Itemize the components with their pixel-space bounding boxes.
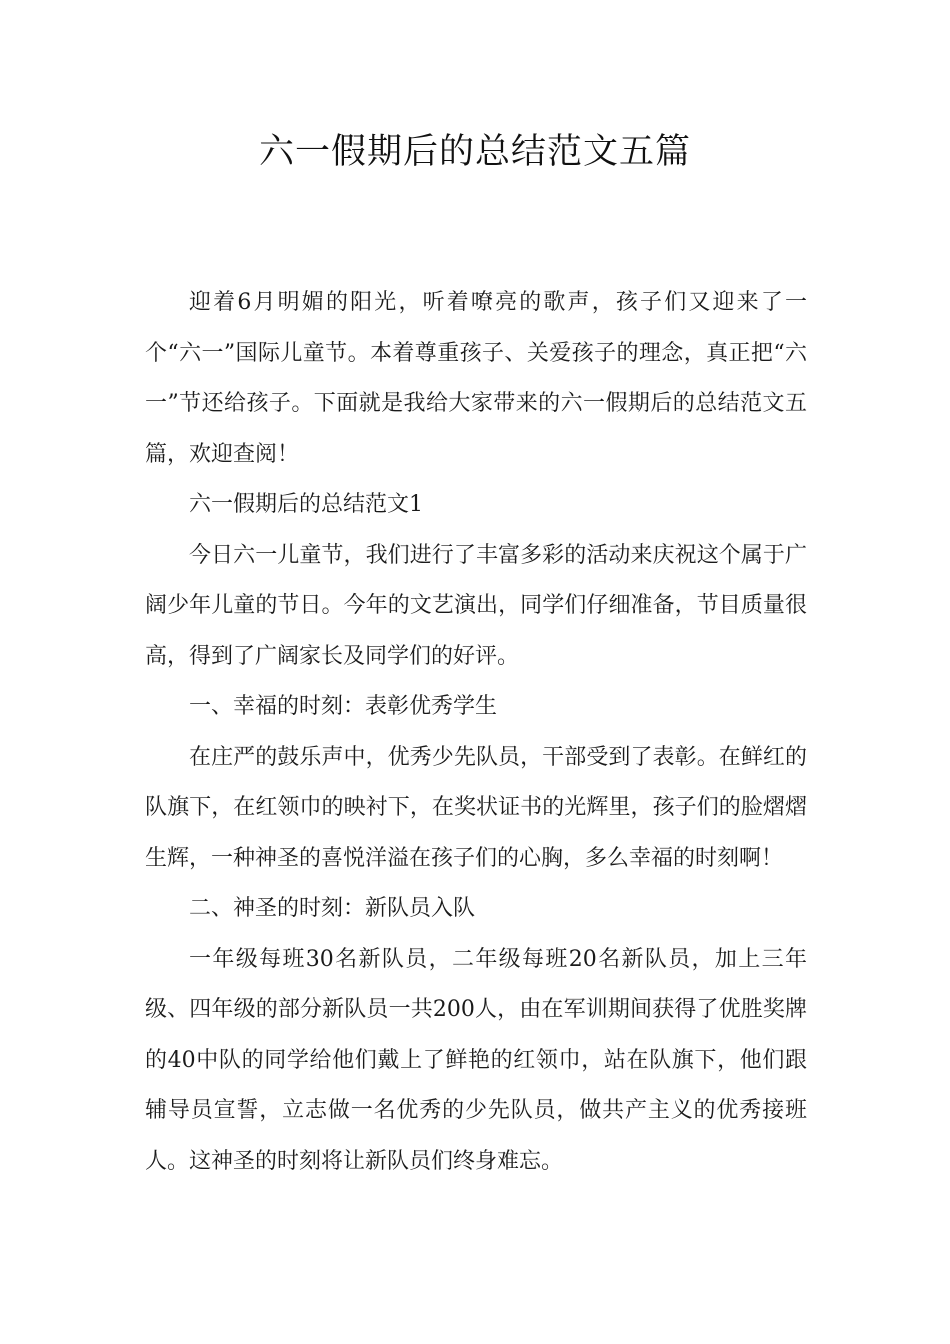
body-paragraph: 今日六一儿童节，我们进行了丰富多彩的活动来庆祝这个属于广阔少年儿童的节日。今年的文艺演出，同学们仔细准备，节目质量很高，得到了广阔家长及同学们的好评。 [145, 542, 807, 669]
document-body [145, 278, 807, 1187]
subsection-heading: 一、幸福的时刻：表彰优秀学生 [189, 694, 498, 719]
intro-paragraph: 迎着6月明媚的阳光，听着嘹亮的歌声，孩子们又迎来了一个“六一”国际儿童节。本着尊重孩子、关爱孩子的理念，真正把“六一”节还给孩子。下面就是我给大家带来的六一假期后的总结范文五篇，欢迎查阅！ [145, 290, 807, 467]
body-paragraph: 一年级每班30名新队员，二年级每班20名新队员，加上三年级、四年级的部分新队员一共200人，由在军训期间获得了优胜奖牌的40中队的同学给他们戴上了鲜艳的红领巾，站在队旗下，他们跟辅导员宣誓，立志做一名优秀的少先队员，做共产主义的优秀接班人。这神圣的时刻将让新队员们终身难忘。 [145, 946, 807, 1174]
body-paragraph: 在庄严的鼓乐声中，优秀少先队员，干部受到了表彰。在鲜红的队旗下，在红领巾的映衬下，在奖状证书的光辉里，孩子们的脸熠熠生辉，一种神圣的喜悦洋溢在孩子们的心胸，多么幸福的时刻啊！ [145, 744, 807, 871]
document-title: 六一假期后的总结范文五篇 [258, 132, 691, 172]
section-heading: 六一假期后的总结范文1 [189, 492, 423, 517]
subsection-heading: 二、神圣的时刻：新队员入队 [189, 896, 476, 921]
